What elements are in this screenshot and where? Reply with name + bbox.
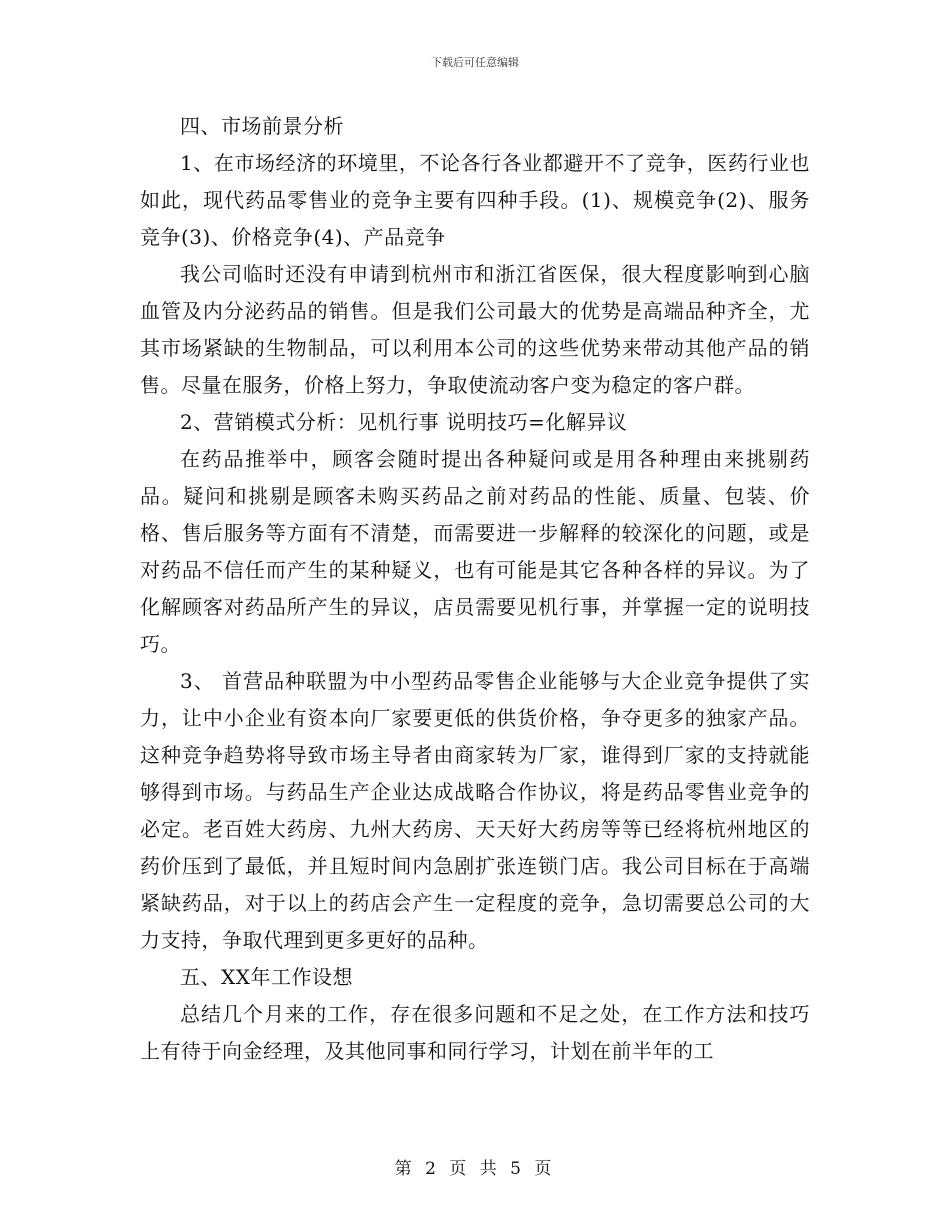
paragraph-marketing-model: 2、营销模式分析：见机行事 说明技巧=化解异议 <box>180 410 628 434</box>
header-note: 下载后可任意编辑 <box>431 56 519 69</box>
document-body <box>140 108 810 1070</box>
paragraph-competition-methods: 1、在市场经济的环境里，不论各行各业都避开不了竞争，医药行业也如此，现代药品零售业的竞争主要有四种手段。(1)、规模竞争(2)、服务竞争(3)、价格竞争(4)、产品竞争 <box>140 151 810 249</box>
paragraph-variety-alliance: 3、 首营品种联盟为中小型药品零售企业能够与大企业竞争提供了实力，让中小企业有资本向厂家要更低的供货价格，争夺更多的独家产品。这种竞争趋势将导致市场主导者由商家转为厂家，谁得到厂家的支持就能够得到市场。与药品生产企业达成战略合作协议，将是药品零售业竞争的必定。老百姓大药房、九州大药房、天天好大药房等等已经将杭州地区的药价压到了最低，并且短时间内急剧扩张连锁门店。我公司目标在于高端紧缺药品，对于以上的药店会产生一定程度的竞争，急切需要总公司的大力支持，争取代理到更多更好的品种。 <box>140 669 810 952</box>
paragraph-customer-objections: 在药品推举中，顾客会随时提出各种疑问或是用各种理由来挑剔药品。疑问和挑剔是顾客未购买药品之前对药品的性能、质量、包装、价格、售后服务等方面有不清楚，而需要进一步解释的较深化的问题，或是对药品不信任而产生的某种疑义，也有可能是其它各种各样的异议。为了化解顾客对药品所产生的异议，店员需要见机行事，并掌握一定的说明技巧。 <box>140 447 810 656</box>
paragraph-work-summary: 总结几个月来的工作，存在很多问题和不足之处，在工作方法和技巧上有待于向金经理，及其他同事和同行学习，计划在前半年的工 <box>140 1002 810 1063</box>
section-heading-market-outlook: 四、市场前景分析 <box>180 114 344 138</box>
page-number: 第 2 页 共 5 页 <box>394 1159 556 1179</box>
paragraph-company-advantages: 我公司临时还没有申请到杭州市和浙江省医保，很大程度影响到心脑血管及内分泌药品的销售。但是我们公司最大的优势是高端品种齐全，尤其市场紧缺的生物制品，可以利用本公司的这些优势来带动其他产品的销售。尽量在服务，价格上努力，争取使流动客户变为稳定的客户群。 <box>140 262 810 397</box>
section-heading-work-plan: 五、XX年工作设想 <box>180 965 353 989</box>
